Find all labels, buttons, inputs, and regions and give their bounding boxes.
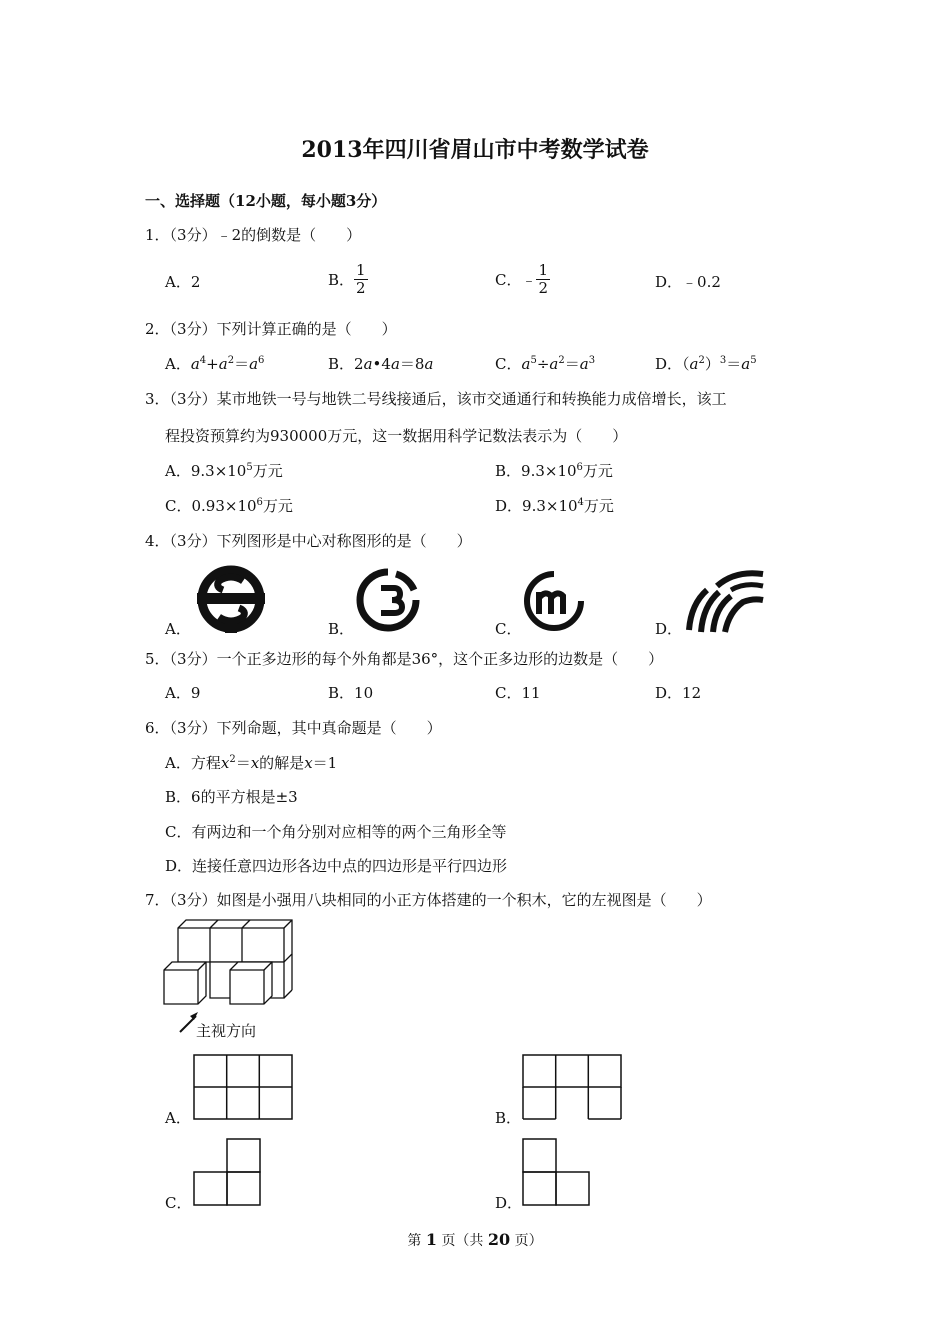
q3-option-c-exponent: 6 [256, 497, 263, 508]
q2-option-d-label: D． [655, 355, 683, 373]
q4-option-a-logo [195, 563, 267, 635]
q7-view-direction-label: 主视方向 [196, 1022, 257, 1040]
q3-option-c-label: C． [165, 497, 192, 515]
q2-option-d: D．$(a^2)^3=a^5$ [655, 355, 757, 373]
q4-option-a-label: A． [165, 620, 191, 638]
footer-prefix: 第 [407, 1233, 422, 1249]
q6-option-c: C．有两边和一个角分别对应相等的两个三角形全等 [165, 823, 507, 841]
q6-stem: 6．（3分）下列命题，其中真命题是（ ） [145, 719, 442, 737]
q1-option-c [495, 262, 550, 297]
q1-option-c-label: C．﹣ [495, 271, 537, 289]
q2-option-b-label: B． [328, 355, 355, 373]
q3-option-b-value: 9.3×10 [521, 462, 577, 480]
footer-total-pages: 20 [487, 1230, 511, 1249]
q3-option-d-exponent: 4 [577, 497, 584, 508]
page-footer [0, 1230, 950, 1250]
q3-option-b-label: B． [495, 462, 522, 480]
q1-stem: 1．（3分）﹣2的倒数是（ ） [145, 226, 362, 244]
q7-option-c-grid [193, 1138, 261, 1206]
q3-stem-line2: 程投资预算约为930000万元，这一数据用科学记数法表示为（ ） [165, 427, 628, 445]
q3-option-d-value: 9.3×10 [522, 497, 578, 515]
q6-option-a-label: A．方程 [165, 754, 221, 772]
footer-middle: 页（共 [441, 1233, 484, 1249]
q4-option-b-label: B． [328, 620, 355, 638]
footer-page-number: 1 [425, 1230, 437, 1249]
q1-option-d: D．﹣0.2 [655, 273, 721, 291]
q1-option-b-fraction [354, 262, 368, 297]
q3-option-a-value: 9.3×10 [190, 462, 247, 480]
page-title: 2013年四川省眉山市中考数学试卷 [301, 137, 649, 163]
footer-suffix: 页） [514, 1233, 543, 1249]
section-heading: 一、选择题（12小题，每小题3分） [145, 192, 387, 210]
q7-option-d-label: D． [495, 1194, 523, 1212]
q7-stem: 7．（3分）如图是小强用八块相同的小正方体搭建的一个积木，它的左视图是（ ） [145, 891, 712, 909]
q2-stem: 2．（3分）下列计算正确的是（ ） [145, 320, 397, 338]
q6-option-a: A．方程$x^2=x$的解是x＝1 [165, 754, 338, 772]
q1-b-numerator: 1 [356, 261, 366, 279]
q3-option-a-unit: 万元 [252, 462, 283, 480]
q1-option-c-fraction [536, 262, 550, 297]
q4-stem: 4．（3分）下列图形是中心对称图形的是（ ） [145, 532, 472, 550]
q4-option-b-logo [356, 568, 420, 632]
q3-option-a [165, 460, 283, 481]
q6-option-b: B．6的平方根是±3 [165, 788, 298, 806]
q5-option-a: A．9 [165, 684, 201, 702]
q7-option-b-grid [522, 1054, 622, 1120]
q1-option-a: A．2 [165, 273, 201, 291]
q1-b-denominator: 2 [356, 279, 366, 297]
q3-option-b-exponent: 6 [576, 462, 583, 473]
q3-option-d [495, 495, 614, 516]
q7-option-d-grid [522, 1138, 590, 1206]
q3-option-b [495, 460, 613, 481]
q5-stem: 5．（3分）一个正多边形的每个外角都是36°，这个正多边形的边数是（ ） [145, 650, 664, 668]
q7-option-b-label: B． [495, 1109, 522, 1127]
q3-option-d-unit: 万元 [583, 497, 614, 515]
q3-stem-line1: 3．（3分）某市地铁一号与地铁二号线接通后，该市交通通行和转换能力成倍增长，该工 [145, 390, 727, 408]
q3-option-b-unit: 万元 [582, 462, 613, 480]
q4-option-c-label: C． [495, 620, 522, 638]
q1-c-numerator: 1 [538, 261, 549, 279]
q3-option-a-label: A． [165, 462, 191, 480]
q5-option-d: D．12 [655, 684, 702, 702]
q3-option-c-unit: 万元 [262, 497, 293, 515]
q2-option-a: A．$a^4+a^2=a^6$ [165, 355, 265, 373]
q4-option-c-logo [523, 570, 585, 632]
q3-option-d-label: D． [495, 497, 523, 515]
q3-option-c-value: 0.93×10 [191, 497, 257, 515]
q3-option-a-exponent: 5 [246, 462, 253, 473]
q2-option-b: B．2a•4a＝8a [328, 355, 434, 373]
q4-option-d-label: D． [655, 620, 683, 638]
q3-option-c [165, 495, 293, 516]
q2-option-c: C．$a^5\div a^2=a^3$ [495, 355, 596, 373]
q7-option-a-grid [193, 1054, 293, 1120]
q2-option-c-label: C． [495, 355, 522, 373]
q4-option-d-logo [683, 568, 767, 634]
q1-option-b [328, 262, 368, 297]
q5-option-c: C．11 [495, 684, 541, 702]
q5-option-b: B．10 [328, 684, 374, 702]
q7-option-a-label: A． [165, 1109, 191, 1127]
q2-option-a-label: A． [165, 355, 191, 373]
q6-option-d: D．连接任意四边形各边中点的四边形是平行四边形 [165, 857, 508, 875]
q1-option-b-label: B． [328, 271, 355, 289]
q6-option-a-rest: 的解是 [259, 754, 305, 772]
q1-c-denominator: 2 [538, 279, 549, 297]
q7-option-c-label: C． [165, 1194, 192, 1212]
